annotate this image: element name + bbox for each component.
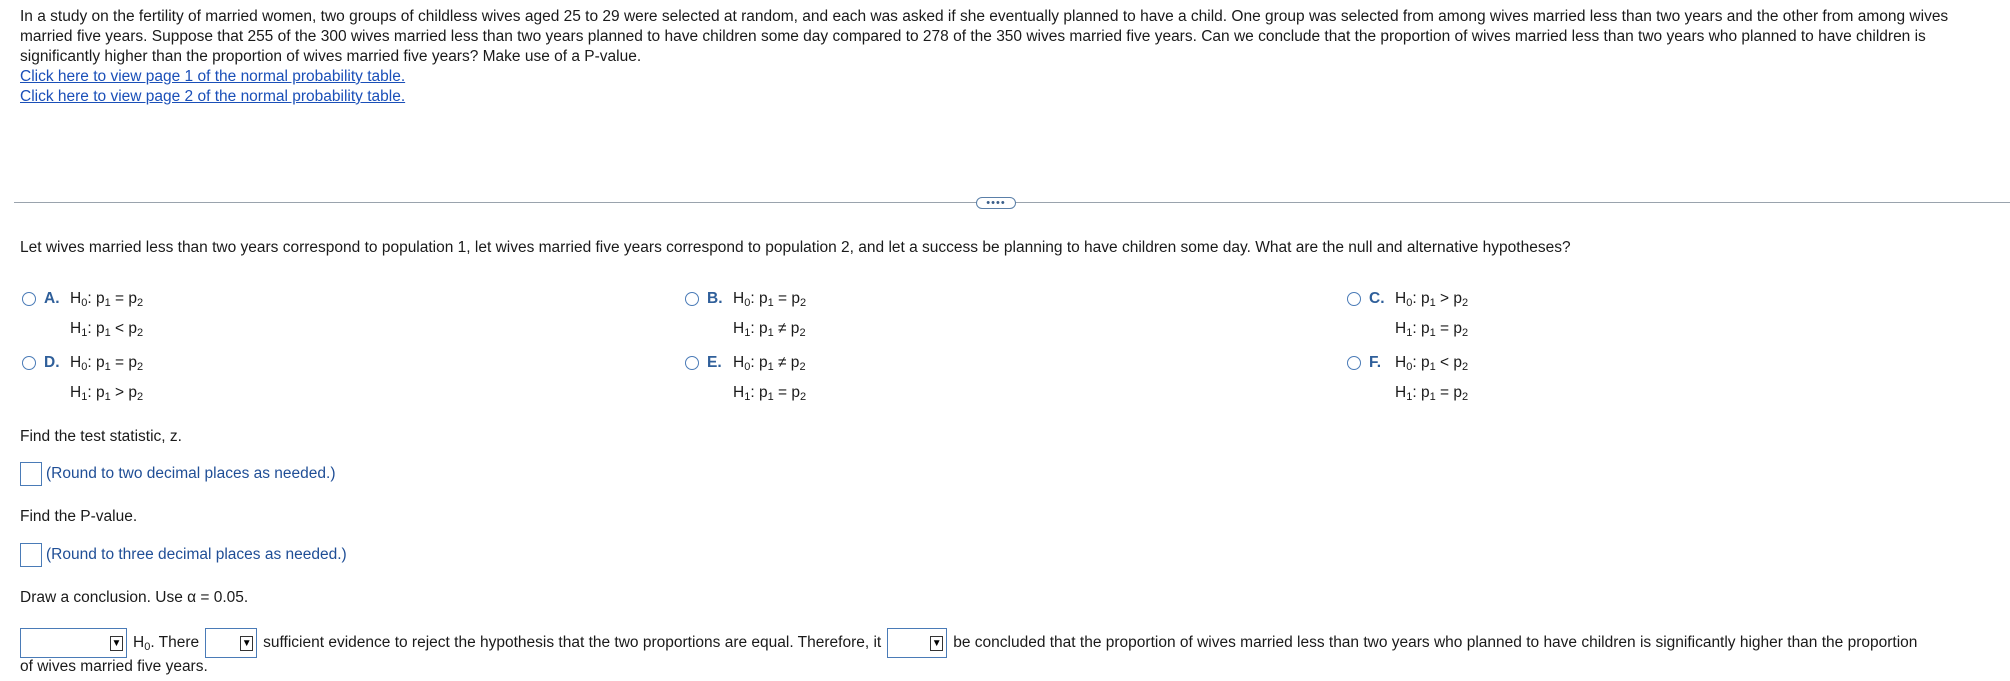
p-value-input[interactable] [20,543,42,567]
conclusion-label: Draw a conclusion. Use α = 0.05. [20,589,249,606]
conclusion-tail: of wives married five years. [20,658,208,675]
null-hypothesis: $H_0$: $p_1 = p_2$ [70,290,144,309]
h0-symbol: H [133,633,145,651]
option-a[interactable] [22,290,143,346]
option-hypotheses [70,286,143,346]
option-b[interactable] [685,290,806,346]
evidence-dropdown[interactable] [205,628,257,658]
option-e[interactable] [685,354,806,410]
radio-option-b[interactable] [685,292,699,306]
option-letter: B. [707,290,723,307]
option-d[interactable] [22,354,143,410]
problem-statement [20,7,1995,107]
radio-option-d[interactable] [22,356,36,370]
option-hypotheses [1395,350,1468,410]
option-letter: D. [44,354,60,371]
null-hypothesis: $H_0$: $p_1 \ne p_2$ [733,354,806,373]
radio-option-c[interactable] [1347,292,1361,306]
option-letter: A. [44,290,60,307]
conclusion-part1: . There [150,633,200,651]
p-value-hint: (Round to three decimal places as needed.) [46,546,347,563]
radio-option-a[interactable] [22,292,36,306]
reject-decision-dropdown[interactable] [20,628,127,658]
null-hypothesis: $H_0$: $p_1 < p_2$ [1395,354,1469,373]
p-value-row [20,543,347,567]
radio-option-f[interactable] [1347,356,1361,370]
null-hypothesis: $H_0$: $p_1 > p_2$ [1395,290,1469,309]
conclusion-part2: sufficient evidence to reject the hypothesis that the two proportions are equal. Therefore, it [263,634,882,651]
p-value-label: Find the P-value. [20,508,138,525]
chevron-down-icon: ▼ [241,637,252,649]
null-hypothesis: $H_0$: $p_1 = p_2$ [733,290,807,309]
chevron-down-icon: ▼ [931,637,942,649]
normal-table-page1-link[interactable]: Click here to view page 1 of the normal probability table. [20,68,406,85]
test-statistic-input[interactable] [20,462,42,486]
option-letter: C. [1369,290,1385,307]
problem-text: In a study on the fertility of married women, two groups of childless wives aged 25 to 29 were selected at random, and each was asked if she eventually planned to have a child. One group was selected from among wives married less than two years and the other from among wives married five years. Suppose that 255 of the 300 wives married less than two years planned to have children some day compared to 278 of the 350 wives married five years. Can we conclude that the proportion of wives married less than two years who planned to have children is significantly higher than the proportion of wives married five years? Make use of a P-value. [20,8,1949,65]
option-hypotheses [1395,286,1468,346]
option-letter: F. [1369,354,1382,371]
alt-hypothesis: $H_1$: $p_1 > p_2$ [70,384,144,403]
hypotheses-question: Let wives married less than two years correspond to population 1, let wives married five years correspond to population 2, and let a success be planning to have children some day. What are the null and alternative hypotheses? [20,239,1571,256]
can-cannot-dropdown[interactable] [887,628,947,658]
option-hypotheses [733,286,806,346]
test-statistic-hint: (Round to two decimal places as needed.) [46,465,336,482]
normal-table-page2-link[interactable]: Click here to view page 2 of the normal probability table. [20,88,406,105]
conclusion-part3: be concluded that the proportion of wives married less than two years who planned to have children is significantly higher than the proportion [953,634,1918,651]
h0-subscript: 0 [144,640,151,653]
null-hypothesis: $H_0$: $p_1 = p_2$ [70,354,144,373]
alt-hypothesis: $H_1$: $p_1 = p_2$ [733,384,807,403]
option-c[interactable] [1347,290,1468,346]
alt-hypothesis: $H_1$: $p_1 = p_2$ [1395,384,1469,403]
test-statistic-label: Find the test statistic, z. [20,428,182,445]
alt-hypothesis: $H_1$: $p_1 < p_2$ [70,320,144,339]
chevron-down-icon: ▼ [111,637,122,649]
option-f[interactable] [1347,354,1468,410]
option-hypotheses [733,350,806,410]
conclusion-sentence [20,628,1923,658]
alt-hypothesis: $H_1$: $p_1 = p_2$ [1395,320,1469,339]
alt-hypothesis: $H_1$: $p_1 \ne p_2$ [733,320,806,339]
option-letter: E. [707,354,722,371]
radio-option-e[interactable] [685,356,699,370]
test-statistic-row [20,462,336,486]
more-button[interactable]: •••• [976,197,1016,209]
option-hypotheses [70,350,143,410]
